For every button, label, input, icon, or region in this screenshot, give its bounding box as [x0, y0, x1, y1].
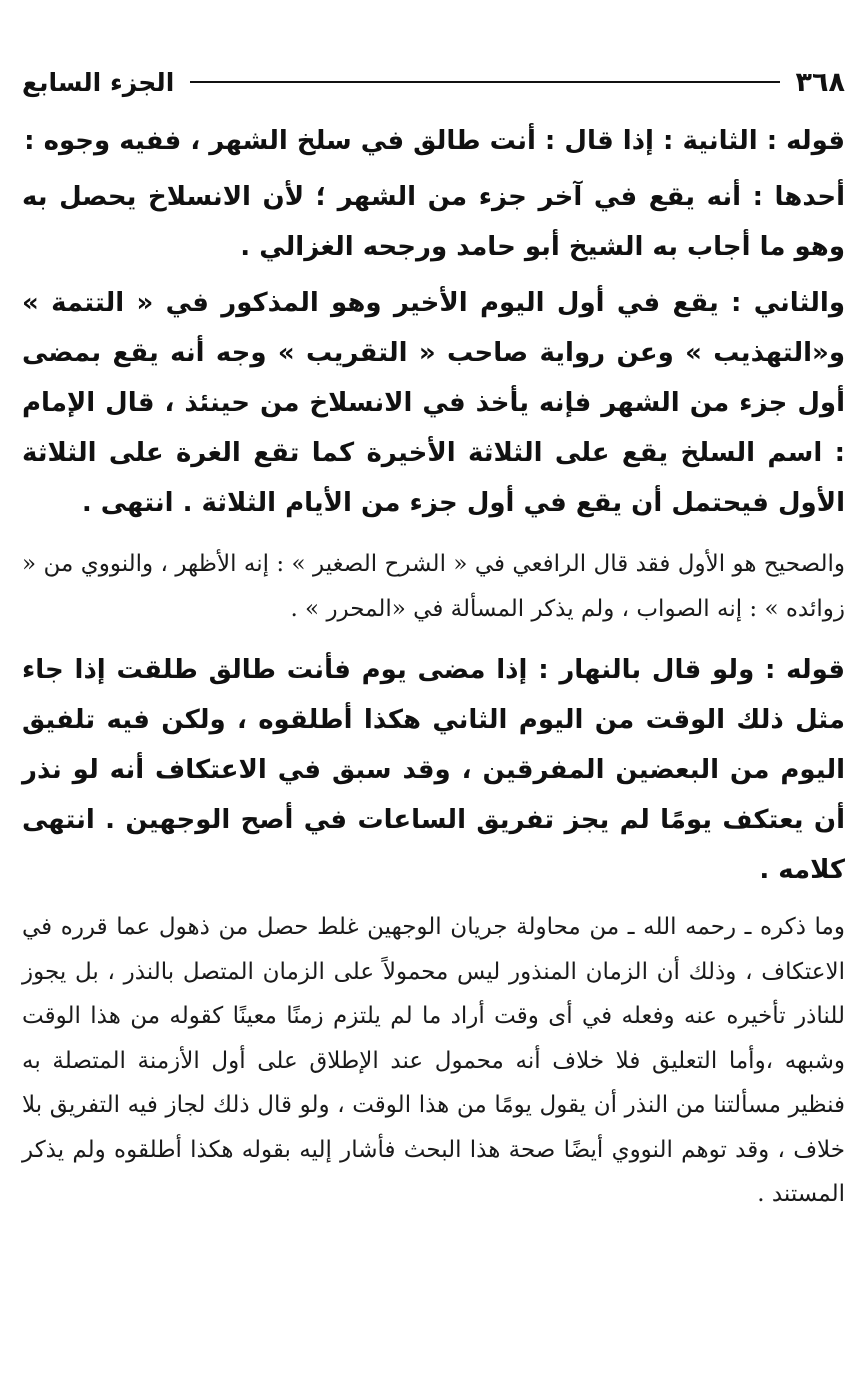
text-paragraph: وما ذكره ـ رحمه الله ـ من محاولة جريان الوجهين غلط حصل من ذهول عما قرره في الاعتكاف ، وذلك أن الزمان المنذور ليس محمولاً على الزمان المتصل بالنذر ، بل يجوز للناذر تأخيره عنه وفعله في أى وقت أراد ما لم يلتزم زمنًا معينًا كقوله من هذا الوقت وشبهه ،وأما التعليق فلا خلاف أنه محمول عند الإطلاق على أول الأزمنة المتصلة به فنظير مسألتنا من النذر أن يقول يومًا من هذا الوقت ، ولو قال ذلك لجاز فيه التفريق بلا خلاف ، وقد توهم النووي أيضًا صحة هذا البحث فأشار إليه بقوله هكذا أطلقوه ولم يذكر المستند .	[22, 914, 845, 1207]
header-rule	[190, 81, 779, 83]
text-paragraph: أحدها : أنه يقع في آخر جزء من الشهر ؛ لأن الانسلاخ يحصل به وهو ما أجاب به الشيخ أبو حامد ورجحه الغزالي .	[22, 182, 845, 262]
page-header	[22, 60, 845, 104]
text-paragraph: والصحيح هو الأول فقد قال الرافعي في « الشرح الصغير » : إنه الأظهر ، والنووي من « زوائده » : إنه الصواب ، ولم يذكر المسألة في «المحرر » .	[22, 551, 845, 622]
running-title: الجزء السابع	[22, 67, 175, 97]
book-page	[22, 60, 845, 1217]
text-paragraph: قوله : ولو قال بالنهار : إذا مضى يوم فأنت طالق طلقت إذا جاء مثل ذلك الوقت من اليوم الثاني هكذا أطلقوه ، ولكن فيه تلفيق اليوم من البعضين المفرقين ، وقد سبق في الاعتكاف أنه لو نذر أن يعتكف يومًا لم يجز تفريق الساعات في أصح الوجهين . انتهى كلامه .	[22, 655, 845, 885]
text-paragraph: قوله : الثانية : إذا قال : أنت طالق في سلخ الشهر ، ففيه وجوه :	[24, 126, 845, 156]
page-number: ٣٦٨	[795, 66, 845, 98]
text-paragraph: والثاني : يقع في أول اليوم الأخير وهو المذكور في « التتمة » و«التهذيب » وعن رواية صاحب « التقريب » وجه أنه يقع بمضى أول جزء من الشهر فإنه يأخذ في الانسلاخ من حينئذ ، قال الإمام : اسم السلخ يقع على الثلاثة الأخيرة كما تقع الغرة على الثلاثة الأول فيحتمل أن يقع في أول جزء من الأيام الثلاثة . انتهى .	[22, 288, 845, 518]
